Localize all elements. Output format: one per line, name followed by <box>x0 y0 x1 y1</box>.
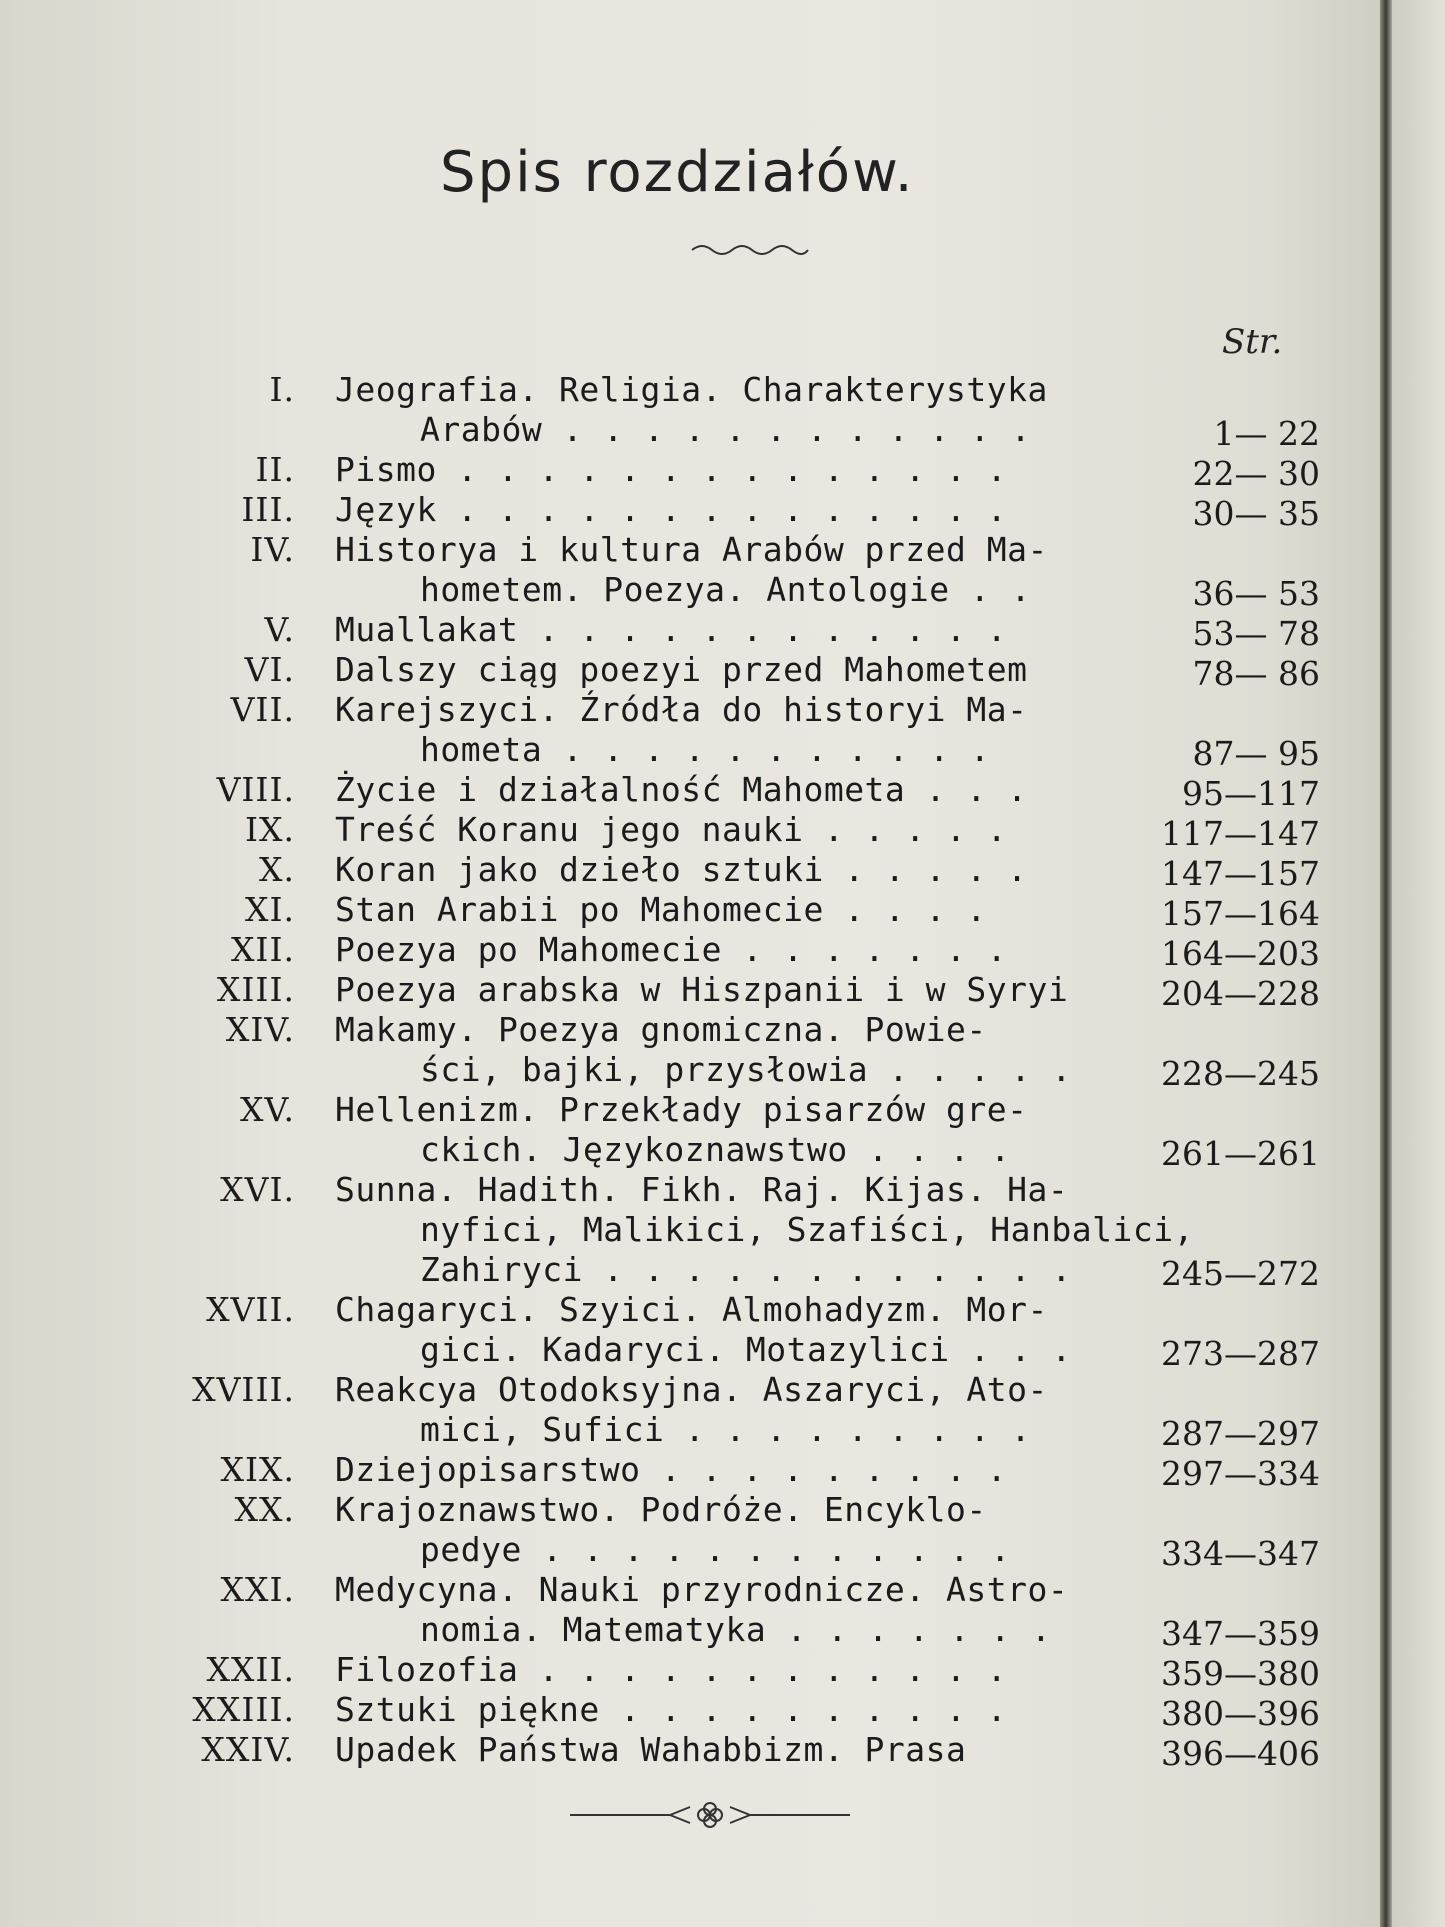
toc-entry-pages: 204—228 <box>1161 974 1320 1013</box>
toc-entry-pages: 359—380 <box>1161 1654 1320 1693</box>
toc-entry-pages: 147—157 <box>1161 854 1320 893</box>
toc-entry-title-line: Poezya po Mahomecie . . . . . . . <box>335 930 1008 969</box>
toc-entry-pages: 261—261 <box>1161 1134 1320 1173</box>
toc-entry-title-line: Reakcya Otodoksyjna. Aszaryci, Ato- <box>335 1370 1048 1409</box>
toc-entry-number: XIV. <box>225 1010 295 1049</box>
toc-entry-number: XVIII. <box>192 1370 295 1409</box>
toc-entry-pages: 287—297 <box>1161 1414 1320 1453</box>
toc-entry-title-line: Zahiryci . . . . . . . . . . . . <box>420 1250 1072 1289</box>
toc-entry-number: V. <box>264 610 295 649</box>
toc-entry-number: XXIV. <box>201 1730 295 1769</box>
toc-entry-title-line: Arabów . . . . . . . . . . . . <box>420 410 1032 449</box>
toc-entry-pages: 273—287 <box>1161 1334 1320 1373</box>
toc-entry-title-line: Muallakat . . . . . . . . . . . . <box>335 610 1008 649</box>
toc-entry-title-line: nyfici, Malikici, Szafiści, Hanbalici, <box>420 1210 1194 1249</box>
toc-entry-title-line: Stan Arabii po Mahomecie . . . . <box>335 890 987 929</box>
toc-entry-number: X. <box>259 850 295 889</box>
toc-entry-number: XXII. <box>206 1650 295 1689</box>
toc-entry-title-line: Historya i kultura Arabów przed Ma- <box>335 530 1048 569</box>
toc-entry-pages: 380—396 <box>1161 1694 1320 1733</box>
toc-entry-pages: 87— 95 <box>1192 734 1320 773</box>
toc-entry-number: XIX. <box>220 1450 295 1489</box>
toc-entry-number: VII. <box>230 690 295 729</box>
toc-entry-pages: 334—347 <box>1161 1534 1320 1573</box>
toc-entry-number: XV. <box>239 1090 295 1129</box>
toc-entry-number: XIII. <box>216 970 295 1009</box>
toc-entry-title-line: ckich. Językoznawstwo . . . . <box>420 1130 1011 1169</box>
toc-entry-number: IV. <box>250 530 295 569</box>
toc-entry-pages: 297—334 <box>1161 1454 1320 1493</box>
toc-entry-pages: 245—272 <box>1161 1254 1320 1293</box>
toc-entry-title-line: Upadek Państwa Wahabbizm. Prasa <box>335 1730 967 1769</box>
toc-entry-title-line: Dziejopisarstwo . . . . . . . . . <box>335 1450 1008 1489</box>
toc-entry-title-line: nomia. Matematyka . . . . . . . <box>420 1610 1052 1649</box>
end-ornament <box>570 1795 850 1835</box>
toc-entry-pages: 164—203 <box>1161 934 1320 973</box>
toc-entry-number: XVII. <box>206 1290 295 1329</box>
toc-entry-pages: 36— 53 <box>1192 574 1320 613</box>
toc-entry-title-line: Koran jako dzieło sztuki . . . . . <box>335 850 1028 889</box>
toc-entry-pages: 78— 86 <box>1192 654 1320 693</box>
toc-entry-title-line: Filozofia . . . . . . . . . . . . <box>335 1650 1008 1689</box>
toc-entry-title-line: Życie i działalność Mahometa . . . <box>335 770 1028 809</box>
toc-entry-title-line: Dalszy ciąg poezyi przed Mahometem <box>335 650 1028 689</box>
toc-entry-title-line: gici. Kadaryci. Motazylici . . . <box>420 1330 1072 1369</box>
toc-entry-title-line: Język . . . . . . . . . . . . . . <box>335 490 1008 529</box>
toc-entry-pages: 53— 78 <box>1192 614 1320 653</box>
toc-entry-pages: 1— 22 <box>1213 414 1320 453</box>
toc-entry-title-line: Hellenizm. Przekłady pisarzów gre- <box>335 1090 1028 1129</box>
toc-entry-title-line: Sunna. Hadith. Fikh. Raj. Kijas. Ha- <box>335 1170 1069 1209</box>
page-title: Spis rozdziałów. <box>440 140 915 205</box>
toc-entry-title-line: hometa . . . . . . . . . . . <box>420 730 991 769</box>
toc-entry-title-line: Medycyna. Nauki przyrodnicze. Astro- <box>335 1570 1069 1609</box>
pages-column-header: Str. <box>1222 322 1283 362</box>
toc-entry-number: XII. <box>230 930 295 969</box>
toc-entry-pages: 95—117 <box>1182 774 1320 813</box>
toc-entry-number: II. <box>255 450 295 489</box>
toc-entry-title-line: Karejszyci. Źródła do historyi Ma- <box>335 690 1028 729</box>
toc-entry-pages: 117—147 <box>1161 814 1320 853</box>
toc-entry-number: XVI. <box>220 1170 295 1209</box>
toc-entry-number: VIII. <box>216 770 295 809</box>
toc-entry-number: IX. <box>244 810 295 849</box>
toc-entry-title-line: Pismo . . . . . . . . . . . . . . <box>335 450 1008 489</box>
toc-entry-pages: 228—245 <box>1161 1054 1320 1093</box>
toc-entry-title-line: Chagaryci. Szyici. Almohadyzm. Mor- <box>335 1290 1048 1329</box>
toc-entry-title-line: ści, bajki, przysłowia . . . . . <box>420 1050 1072 1089</box>
toc-entry-title-line: Krajoznawstwo. Podróże. Encyklo- <box>335 1490 987 1529</box>
toc-entry-title-line: mici, Sufici . . . . . . . . . <box>420 1410 1032 1449</box>
toc-entry-pages: 396—406 <box>1161 1734 1320 1773</box>
toc-entry-title-line: Treść Koranu jego nauki . . . . . <box>335 810 1008 849</box>
toc-entry-number: XXIII. <box>192 1690 295 1729</box>
toc-entry-pages: 30— 35 <box>1192 494 1320 533</box>
toc-entry-number: XI. <box>244 890 295 929</box>
toc-entry-pages: 22— 30 <box>1192 454 1320 493</box>
toc-entry-title-line: Jeografia. Religia. Charakterystyka <box>335 370 1048 409</box>
toc-entry-title-line: Poezya arabska w Hiszpanii i w Syryi <box>335 970 1069 1009</box>
toc-entry-pages: 157—164 <box>1161 894 1320 933</box>
toc-entry-title-line: pedye . . . . . . . . . . . . <box>420 1530 1011 1569</box>
toc-entry-title-line: Sztuki piękne . . . . . . . . . . <box>335 1690 1008 1729</box>
toc-entry-number: VI. <box>244 650 295 689</box>
toc-entry-number: XXI. <box>220 1570 295 1609</box>
toc-entry-title-line: hometem. Poezya. Antologie . . <box>420 570 1032 609</box>
toc-entry-pages: 347—359 <box>1161 1614 1320 1653</box>
toc-entry-number: III. <box>241 490 295 529</box>
toc-entry-title-line: Makamy. Poezya gnomiczna. Powie- <box>335 1010 987 1049</box>
toc-entry-number: I. <box>269 370 295 409</box>
toc-entry-number: XX. <box>234 1490 295 1529</box>
